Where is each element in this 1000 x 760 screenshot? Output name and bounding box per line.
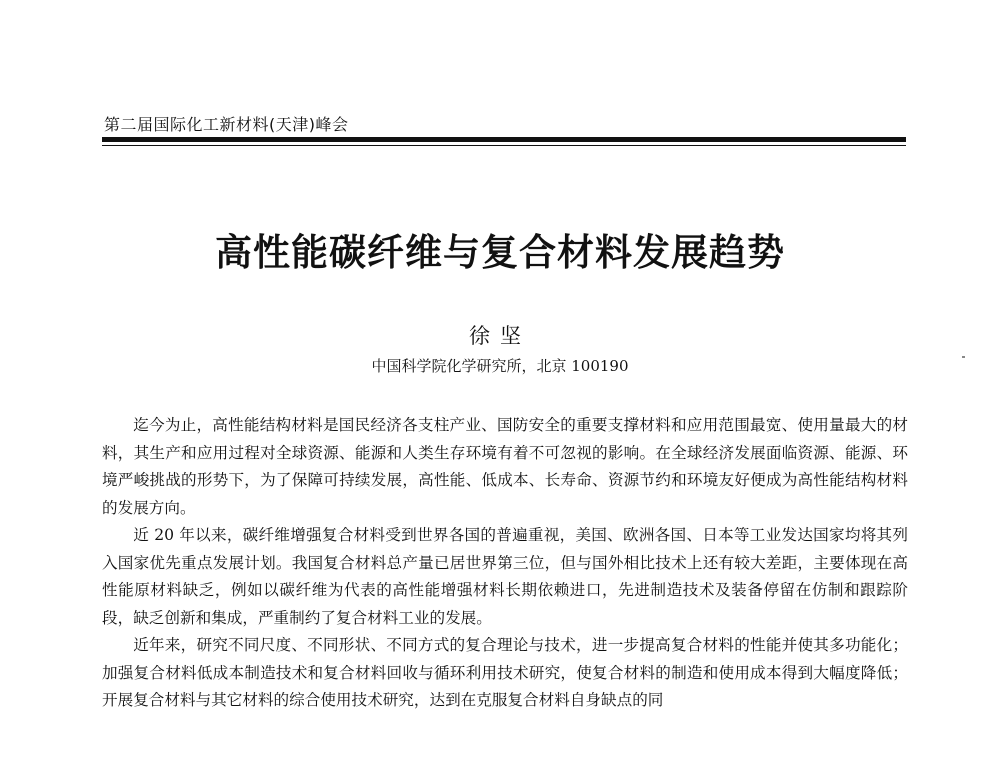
body-paragraph-1: 迄今为止，高性能结构材料是国民经济各支柱产业、国防安全的重要支撑材料和应用范围最宽、使用量最大的材料，其生产和应用过程对全球资源、能源和人类生存环境有着不可忽视的影响。在全球经济发展面临资源、能源、环境严峻挑战的形势下，为了保障可持续发展，高性能、低成本、长寿命、资源节约和环境友好便成为高性能结构材料的发展方向。 [102, 416, 908, 517]
author-name: 徐坚 [469, 324, 531, 348]
header-rule-thin [102, 145, 906, 146]
body-text [102, 412, 908, 715]
body-paragraph-2: 近 20 年以来，碳纤维增强复合材料受到世界各国的普遍重视，美国、欧洲各国、日本等工业发达国家均将其列入国家优先重点发展计划。我国复合材料总产量已居世界第三位，但与国外相比技术上还有较大差距，主要体现在高性能原材料缺乏，例如以碳纤维为代表的高性能增强材料长期依赖进口，先进制造技术及装备停留在仿制和跟踪阶段，缺乏创新和集成，严重制约了复合材料工业的发展。 [102, 526, 908, 627]
running-header: 第二届国际化工新材料(天津)峰会 [104, 115, 349, 134]
body-paragraph-3: 近年来，研究不同尺度、不同形状、不同方式的复合理论与技术，进一步提高复合材料的性能并使其多功能化；加强复合材料低成本制造技术和复合材料回收与循环利用技术研究，使复合材料的制造和使用成本得到大幅度降低；开展复合材料与其它材料的综合使用技术研究，达到在克服复合材料自身缺点的同 [102, 636, 908, 709]
author-affiliation: 中国科学院化学研究所，北京 100190 [371, 357, 629, 375]
header-rule-thick [102, 137, 906, 142]
scan-speck [962, 356, 965, 358]
paper-title: 高性能碳纤维与复合材料发展趋势 [215, 230, 785, 274]
